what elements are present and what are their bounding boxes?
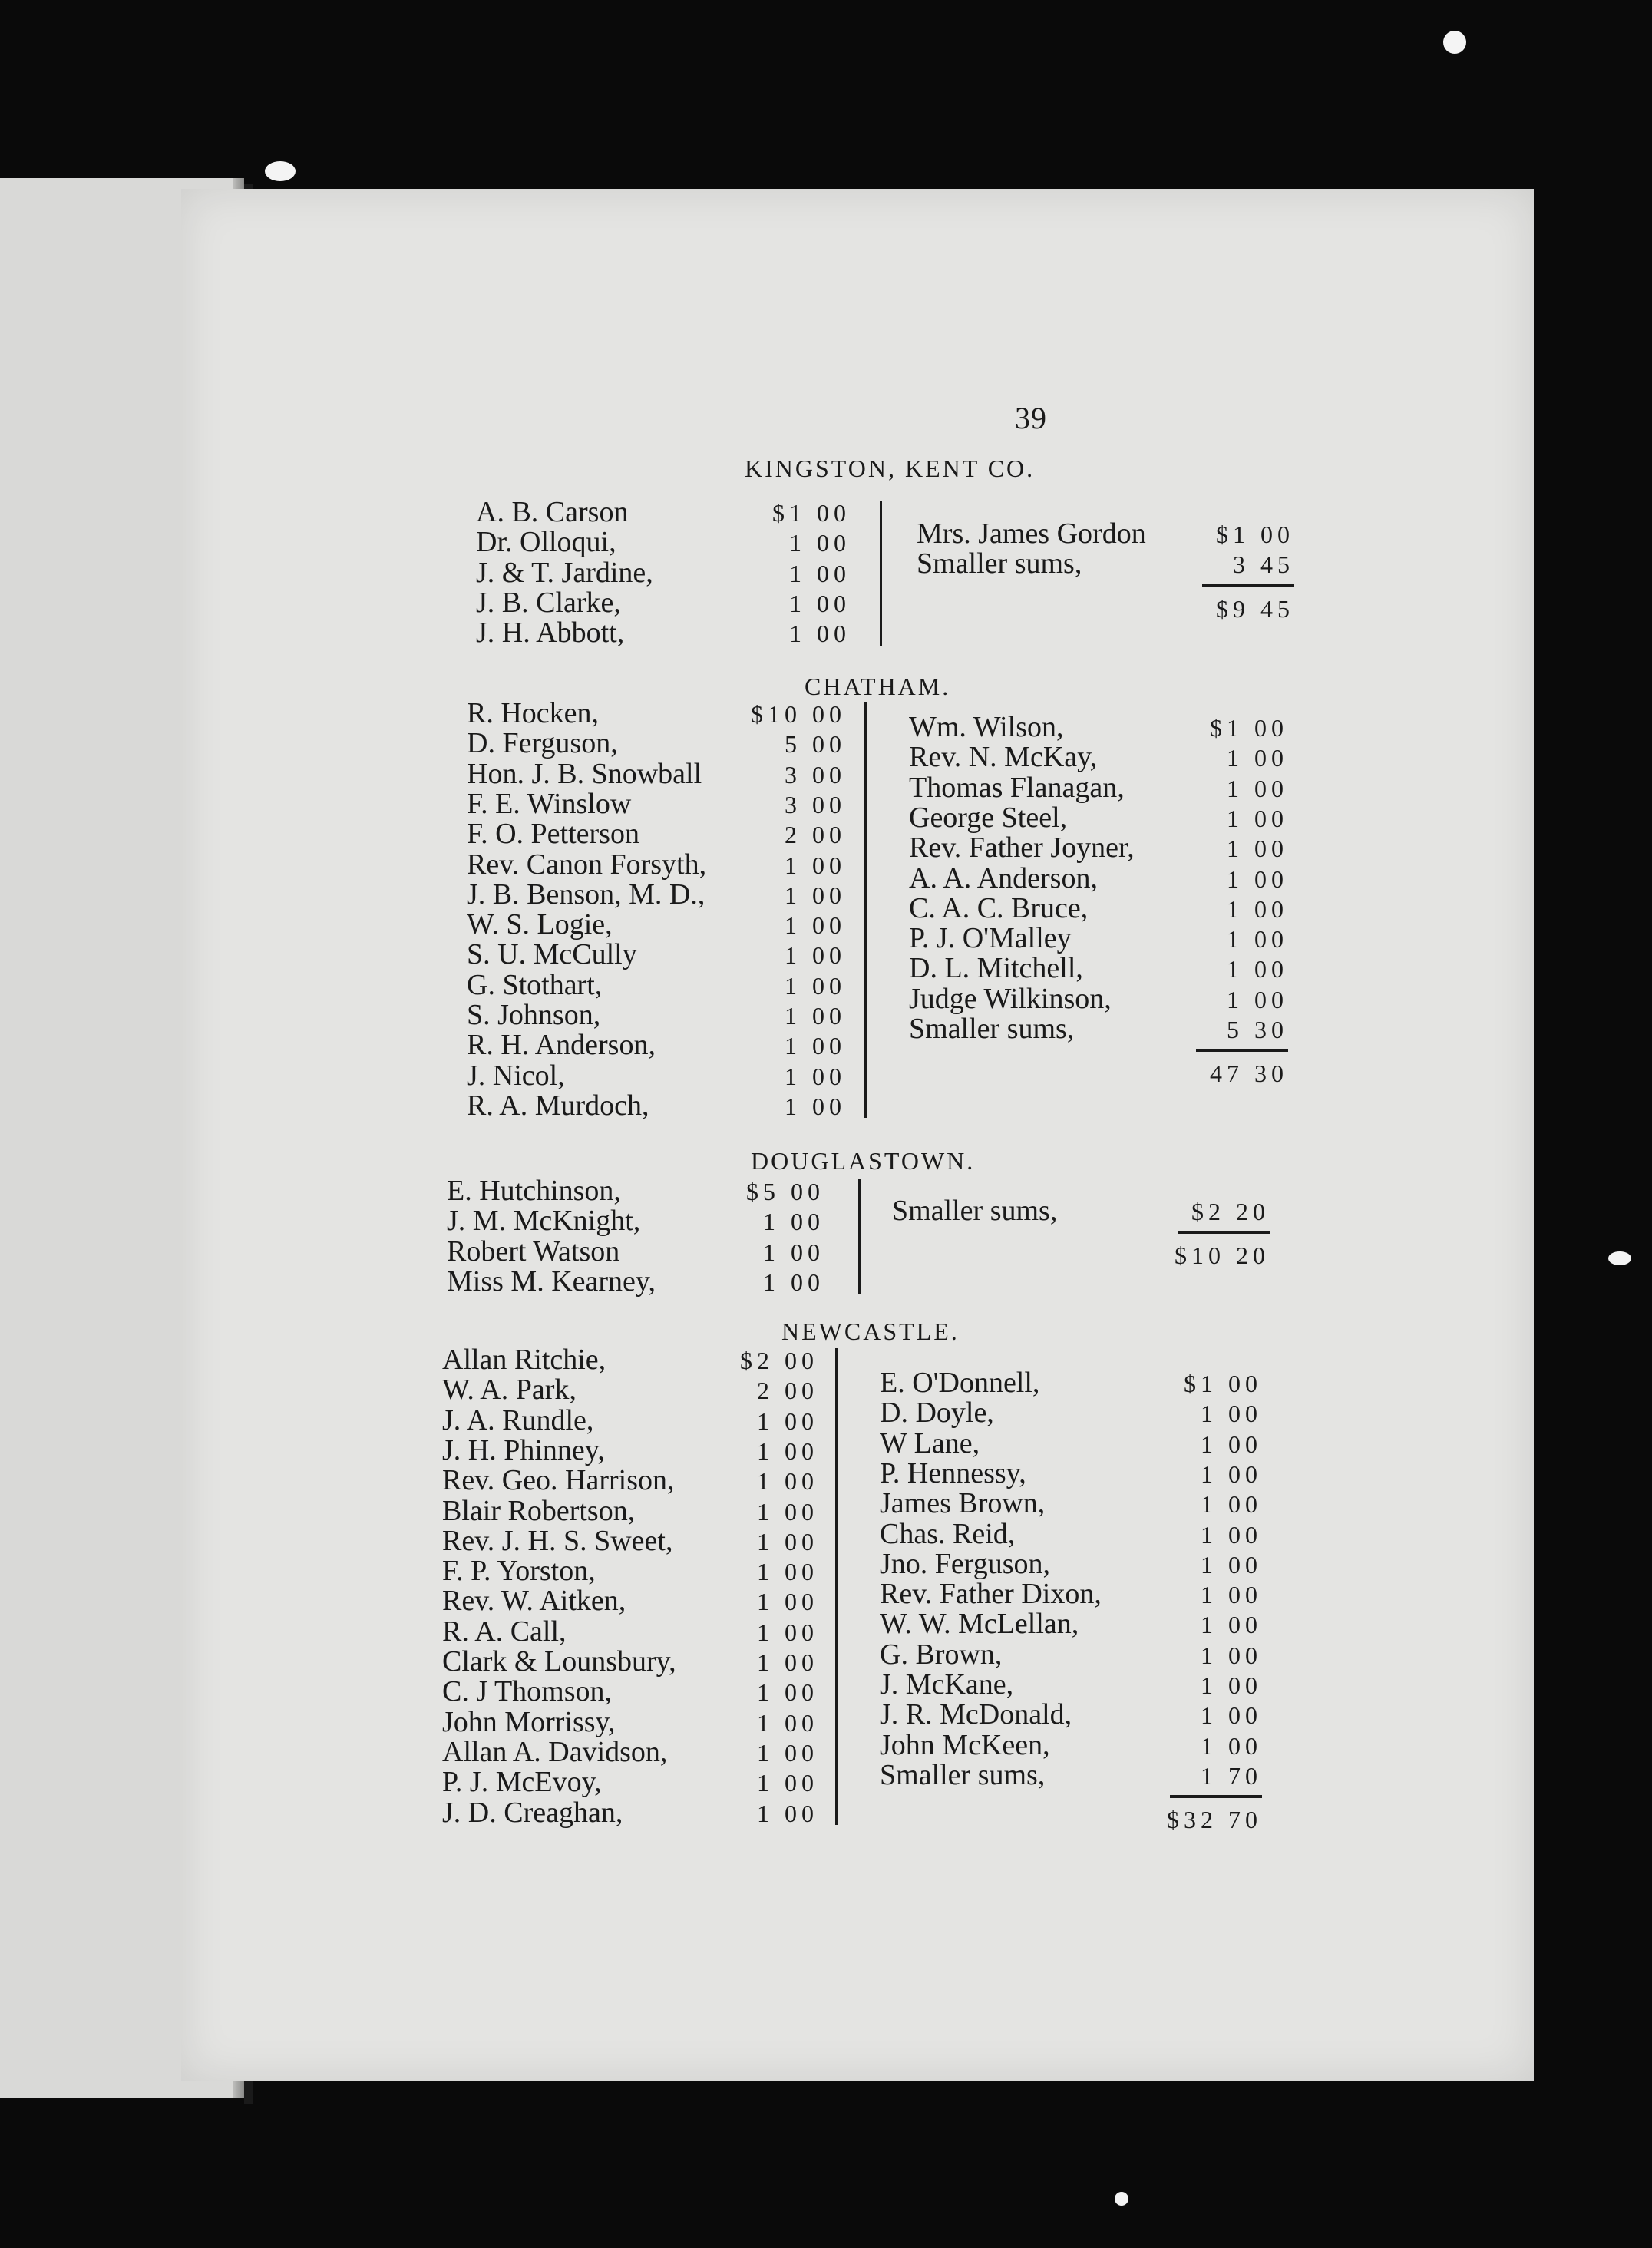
dust-speck [1115, 2192, 1128, 2206]
section-total: $9 45 [1216, 594, 1294, 623]
subscription-amount: 1 00 [785, 1062, 846, 1090]
subscription-amount: 1 00 [785, 1032, 846, 1060]
subscription-amount: 1 00 [1227, 864, 1288, 893]
subscription-amount: 1 00 [1201, 1731, 1262, 1760]
subscriber-name: Allan A. Davidson, [442, 1735, 668, 1768]
subscriber-name: A. B. Carson [476, 496, 629, 528]
subscriber-name: J. R. McDonald, [880, 1698, 1072, 1731]
subscriber-name: R. H. Anderson, [467, 1029, 656, 1062]
subscriber-name: F. O. Petterson [467, 818, 639, 851]
subscriber-name: J. & T. Jardine, [476, 556, 653, 589]
subscription-amount: 1 00 [789, 559, 851, 587]
subscription-amount: 2 00 [757, 1377, 818, 1405]
dust-speck [265, 161, 296, 181]
subscription-amount: 1 00 [785, 971, 846, 1000]
subscription-amount: 1 00 [1201, 1520, 1262, 1549]
section-total: $32 70 [1167, 1806, 1262, 1834]
subscriber-name: G. Stothart, [467, 968, 603, 1001]
subscriber-name: E. Hutchinson, [447, 1175, 621, 1207]
subscription-amount: 1 00 [789, 620, 851, 648]
subscription-amount: 1 00 [785, 1002, 846, 1030]
subscriber-name: Rev. Canon Forsyth, [467, 848, 707, 881]
subscription-amount: 1 00 [1201, 1641, 1262, 1669]
subscription-amount: $1 00 [1210, 714, 1288, 742]
subscriber-name: C. A. C. Bruce, [909, 891, 1089, 924]
subscription-amount: 1 70 [1201, 1761, 1262, 1790]
total-rule [1170, 1795, 1262, 1798]
subscriber-name: D. Ferguson, [467, 727, 618, 760]
subscriber-name: James Brown, [880, 1487, 1046, 1520]
subscription-amount: 1 00 [757, 1648, 818, 1676]
total-rule [1202, 584, 1294, 587]
column-divider [835, 1348, 838, 1825]
subscription-amount: 1 00 [763, 1208, 824, 1236]
subscriber-name: P. J. O'Malley [909, 922, 1072, 955]
subscriber-name: George Steel, [909, 801, 1068, 834]
section-title: KINGSTON, KENT CO. [745, 455, 1036, 482]
subscription-amount: 1 00 [1227, 985, 1288, 1013]
subscription-amount: $1 00 [1184, 1370, 1262, 1397]
subscriber-name: W. S. Logie, [467, 908, 613, 941]
subscription-amount: 1 00 [785, 941, 846, 970]
subscription-amount: 1 00 [789, 589, 851, 617]
subscriber-name: D. L. Mitchell, [909, 952, 1083, 985]
subscription-amount: 1 00 [785, 851, 846, 879]
subscriber-name: Thomas Flanagan, [909, 771, 1125, 804]
dust-speck [1608, 1251, 1631, 1265]
subscriber-name: Allan Ritchie, [442, 1344, 606, 1376]
subscriber-name: C. J Thomson, [442, 1675, 613, 1708]
subscription-amount: 1 00 [757, 1407, 818, 1435]
subscriber-name: D. Doyle, [880, 1397, 994, 1430]
subscriber-name: J. H. Phinney, [442, 1433, 605, 1466]
subscriber-name: G. Brown, [880, 1638, 1003, 1671]
subscriber-name: Smaller sums, [892, 1195, 1058, 1227]
subscription-amount: 1 00 [1201, 1550, 1262, 1579]
subscriber-name: P. J. McEvoy, [442, 1766, 602, 1799]
subscription-amount: 1 00 [1227, 835, 1288, 863]
subscription-amount: 1 00 [757, 1467, 818, 1496]
subscriber-name: W. A. Park, [442, 1374, 577, 1407]
subscriber-name: J. M. McKnight, [447, 1205, 641, 1238]
subscriber-name: J. H. Abbott, [476, 617, 625, 650]
dust-speck [1443, 31, 1466, 54]
subscription-amount: 1 00 [757, 1738, 818, 1767]
subscription-amount: 1 00 [1201, 1460, 1262, 1488]
subscriber-name: Rev. W. Aitken, [442, 1585, 626, 1618]
subscription-amount: 1 00 [1201, 1490, 1262, 1519]
section-total: $10 20 [1175, 1241, 1270, 1270]
subscription-amount: 1 00 [1201, 1400, 1262, 1428]
subscription-amount: 1 00 [1201, 1430, 1262, 1458]
column-divider [880, 501, 882, 646]
subscription-amount: 1 00 [757, 1527, 818, 1555]
subscriber-name: Rev. Father Joyner, [909, 831, 1135, 864]
subscriber-name: Hon. J. B. Snowball [467, 757, 702, 790]
subscription-amount: $5 00 [746, 1178, 824, 1205]
subscription-amount: 1 00 [1227, 774, 1288, 802]
subscriber-name: Rev. Father Dixon, [880, 1578, 1102, 1611]
subscriber-name: John McKeen, [880, 1728, 1050, 1761]
subscription-amount: $2 00 [740, 1347, 818, 1374]
subscription-amount: $2 20 [1191, 1198, 1270, 1225]
subscriber-name: R. Hocken, [467, 697, 600, 729]
subscriber-name: S. U. McCully [467, 938, 637, 971]
subscription-amount: 1 00 [1227, 894, 1288, 923]
subscriber-name: Wm. Wilson, [909, 711, 1064, 743]
subscription-amount: 1 00 [1227, 955, 1288, 984]
ledger-page [181, 189, 1534, 2081]
subscriber-name: Dr. Olloqui, [476, 526, 616, 559]
total-rule [1178, 1231, 1270, 1234]
subscriber-name: P. Hennessy, [880, 1456, 1026, 1489]
subscriber-name: Judge Wilkinson, [909, 982, 1112, 1015]
subscriber-name: Rev. N. McKay, [909, 741, 1098, 774]
subscription-amount: 1 00 [763, 1238, 824, 1266]
subscriber-name: S. Johnson, [467, 999, 601, 1031]
subscription-amount: 1 00 [757, 1799, 818, 1827]
subscriber-name: E. O'Donnell, [880, 1367, 1040, 1399]
subscriber-name: Smaller sums, [880, 1758, 1046, 1791]
subscriber-name: J. B. Benson, M. D., [467, 878, 705, 911]
subscription-amount: 1 00 [1227, 744, 1288, 772]
subscription-amount: 1 00 [757, 1708, 818, 1737]
subscription-amount: 1 00 [1201, 1701, 1262, 1730]
section-total: 47 30 [1210, 1060, 1288, 1088]
subscription-amount: 1 00 [757, 1678, 818, 1707]
page-number: 39 [1015, 401, 1047, 435]
subscriber-name: R. A. Murdoch, [467, 1089, 649, 1122]
column-divider [864, 702, 867, 1118]
subscription-amount: 1 00 [757, 1436, 818, 1465]
subscription-amount: $1 00 [772, 499, 851, 527]
subscription-amount: 5 30 [1227, 1016, 1288, 1043]
subscription-amount: 1 00 [1227, 804, 1288, 832]
subscription-amount: 1 00 [757, 1618, 818, 1646]
subscription-amount: 1 00 [1201, 1611, 1262, 1639]
subscriber-name: W. W. McLellan, [880, 1608, 1079, 1641]
subscription-amount: 1 00 [757, 1558, 818, 1586]
subscriber-name: W Lane, [880, 1426, 980, 1460]
subscriber-name: Chas. Reid, [880, 1517, 1016, 1550]
subscriber-name: J. Nicol, [467, 1059, 565, 1092]
section-title: CHATHAM. [805, 673, 951, 700]
subscriber-name: J. A. Rundle, [442, 1403, 594, 1436]
subscriber-name: Jno. Ferguson, [880, 1547, 1051, 1580]
subscriber-name: Clark & Lounsbury, [442, 1645, 676, 1678]
subscription-amount: $1 00 [1216, 521, 1294, 548]
subscriber-name: F. E. Winslow [467, 787, 632, 820]
subscription-amount: 1 00 [785, 881, 846, 909]
section-title: NEWCASTLE. [781, 1317, 960, 1345]
subscriber-name: Blair Robertson, [442, 1494, 636, 1527]
section-title: DOUGLASTOWN. [751, 1147, 976, 1175]
subscription-amount: 1 00 [785, 1092, 846, 1120]
subscription-amount: 1 00 [1227, 925, 1288, 954]
subscription-amount: 1 00 [763, 1268, 824, 1296]
subscriber-name: A. A. Anderson, [909, 861, 1098, 894]
subscription-amount: 1 00 [1201, 1581, 1262, 1609]
subscription-amount: 1 00 [785, 911, 846, 940]
subscription-amount: $10 00 [751, 700, 846, 728]
subscription-amount: 1 00 [757, 1769, 818, 1797]
subscriber-name: Rev. Geo. Harrison, [442, 1464, 675, 1497]
subscriber-name: Mrs. James Gordon [917, 517, 1146, 550]
subscriber-name: Smaller sums, [917, 547, 1082, 580]
subscription-amount: 3 00 [785, 760, 846, 788]
subscription-amount: 3 00 [785, 790, 846, 818]
subscriber-name: Rev. J. H. S. Sweet, [442, 1524, 673, 1557]
subscriber-name: John Morrissy, [442, 1705, 616, 1738]
subscription-amount: 1 00 [757, 1497, 818, 1526]
subscription-amount: 3 45 [1233, 550, 1294, 579]
subscription-amount: 1 00 [789, 529, 851, 557]
subscriber-name: J. McKane, [880, 1668, 1014, 1701]
subscription-amount: 5 00 [785, 730, 846, 759]
subscription-amount: 2 00 [785, 821, 846, 849]
total-rule [1196, 1049, 1288, 1052]
subscriber-name: R. A. Call, [442, 1615, 567, 1648]
subscriber-name: Miss M. Kearney, [447, 1264, 656, 1298]
subscriber-name: Smaller sums, [909, 1013, 1075, 1045]
subscriber-name: Robert Watson [447, 1235, 620, 1268]
subscription-amount: 1 00 [1201, 1671, 1262, 1699]
subscriber-name: J. D. Creaghan, [442, 1796, 623, 1829]
subscriber-name: J. B. Clarke, [476, 586, 621, 619]
column-divider [858, 1179, 861, 1294]
subscription-amount: 1 00 [757, 1588, 818, 1616]
subscriber-name: F. P. Yorston, [442, 1555, 596, 1588]
